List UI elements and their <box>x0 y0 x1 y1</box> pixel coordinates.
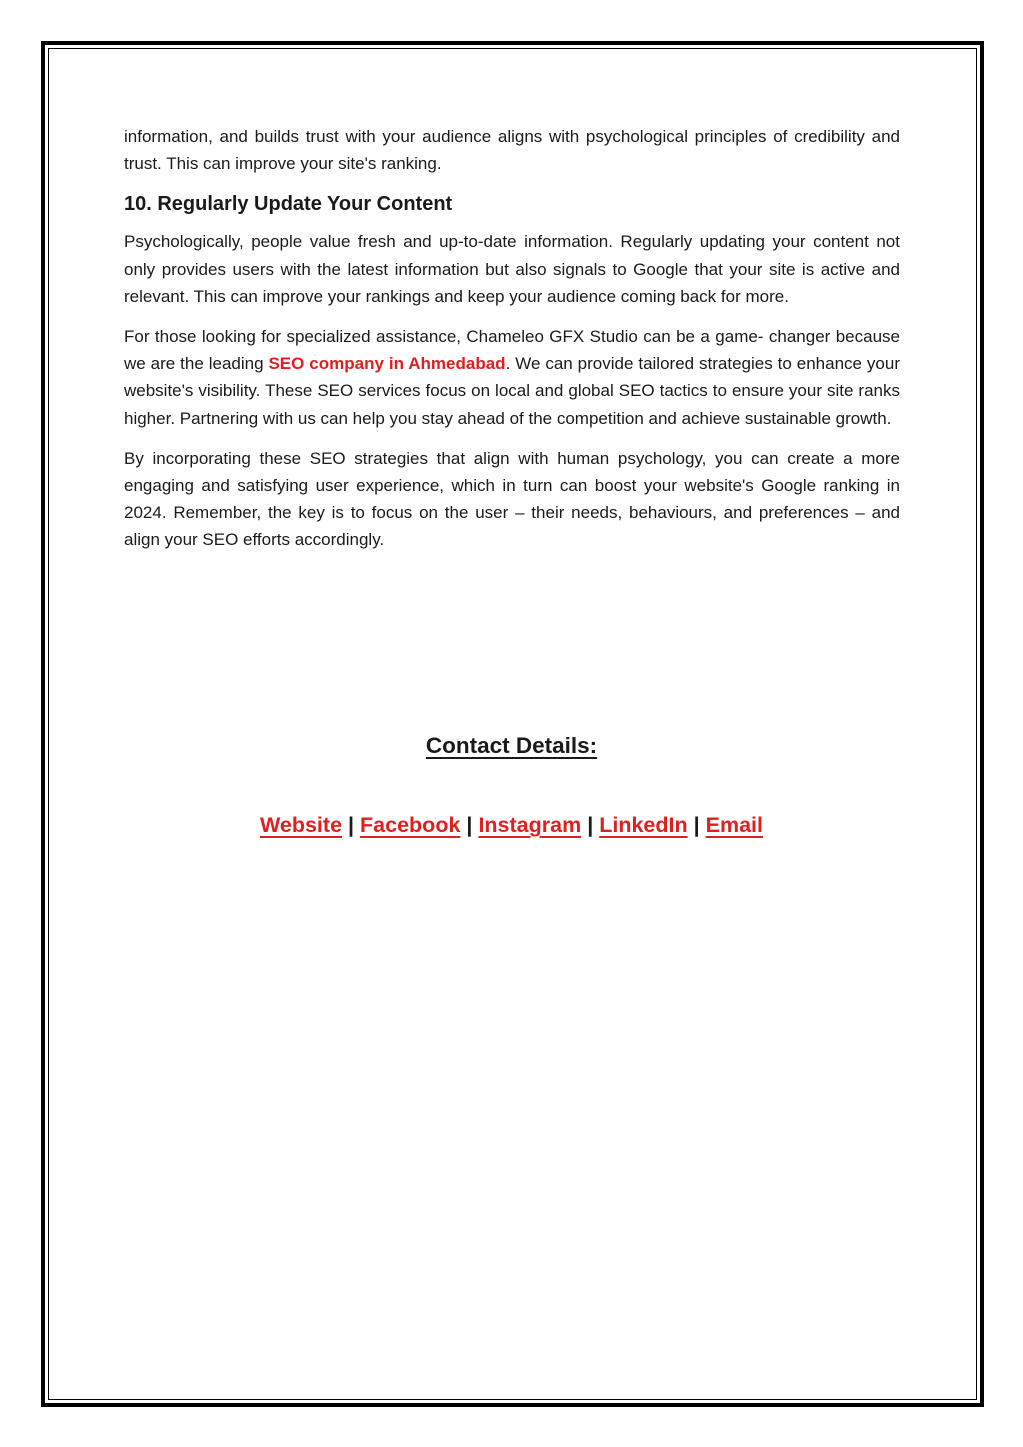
paragraph-conclusion: By incorporating these SEO strategies that align with human psychology, you can create a more engaging and satisfying user experience, which in turn can boost your website's Google ranking in 2024. Remember, the key is to focus on the user – their needs, behaviours, and preferences – and align your SEO efforts accordingly. <box>124 448 900 550</box>
contact-details-heading <box>0 733 1023 759</box>
link-separator: | <box>587 813 594 837</box>
link-separator: | <box>693 813 700 837</box>
email-link[interactable]: Email <box>705 813 764 837</box>
intro-paragraph: information, and builds trust with your audience aligns with psychological principles of credibility and trust. This can improve your site's ranking. <box>124 127 900 174</box>
website-link[interactable]: Website <box>259 813 343 837</box>
contact-details-title: Contact Details: <box>425 733 598 758</box>
link-separator: | <box>466 813 473 837</box>
instagram-link[interactable]: Instagram <box>478 813 582 837</box>
contact-links <box>0 813 1023 838</box>
paragraph-specialized-assistance <box>124 323 900 432</box>
paragraph-fresh-content: Psychologically, people value fresh and up-to-date information. Regularly updating your content not only provides users with the latest information but also signals to Google that your site is active and relevant. This can improve your rankings and keep your audience coming back for more. <box>124 232 900 306</box>
paragraph-text-before-link: For those looking for specialized assistance, Chameleo GFX Studio can be a game- changer because we are the leading <box>124 327 900 374</box>
seo-company-link[interactable]: SEO company in Ahmedabad <box>268 354 506 374</box>
facebook-link[interactable]: Facebook <box>360 813 461 837</box>
document-body <box>124 123 900 567</box>
paragraph-text-after-link: . We can provide tailored strategies to enhance your website's visibility. These SEO services focus on local and global SEO tactics to ensure your site ranks higher. Partnering with us can help you stay ahead of the competition and achieve sustainable growth. <box>124 354 900 428</box>
section-heading: 10. Regularly Update Your Content <box>124 193 453 216</box>
link-separator: | <box>348 813 355 837</box>
linkedin-link[interactable]: LinkedIn <box>599 813 688 837</box>
